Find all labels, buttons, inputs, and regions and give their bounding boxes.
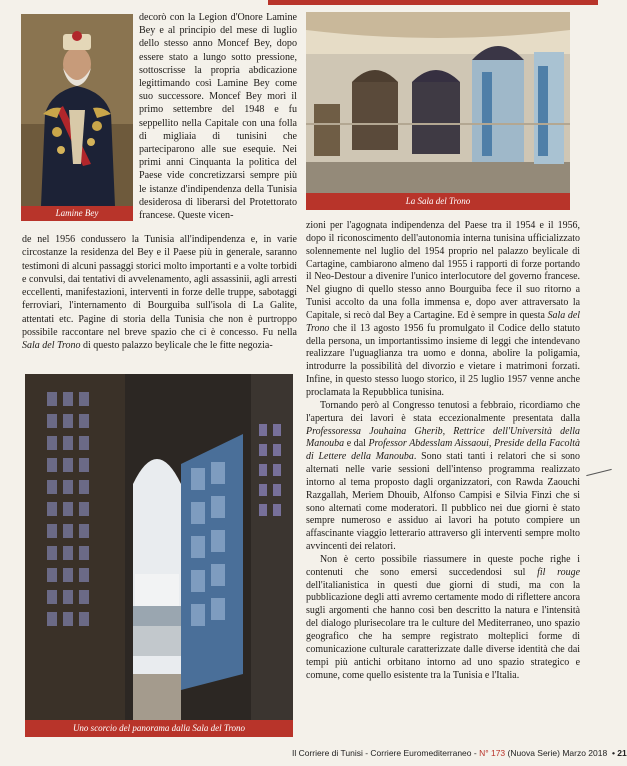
paragraph bbox=[306, 220, 580, 400]
paragraph-text: Non è certo possibile riassumere in queste poche righe i contenuti che sono emersi succedendosi sul bbox=[306, 553, 580, 578]
caption-scorcio-emphasis: Sala del Trono bbox=[192, 723, 246, 733]
paragraph-text: . Sono stati tanti i relatori che si sono alternati nelle varie sessioni dell'intenso programma realizzato intorno al tema proposto dagli organizzatori, con Rawda Zaouchi Razgallah, Meriem Dhouib, Alfonso Campisi e Silvia Finzi che si sono alternati come moderatori. Il pubblico nei due giorni è stato sempre numeroso e assiduo ai lavori ha potuto compiere un affascinante viaggio letterario attraverso gli interventi sempre molto avvincenti dei relatori. bbox=[306, 451, 580, 553]
paragraph-emphasis: Sala del Trono bbox=[22, 340, 81, 352]
footer-page-number: • 21 bbox=[611, 748, 627, 758]
pen-stroke-mark bbox=[586, 469, 611, 476]
paragraph-text: dell'italianistica in questi due giorni di studi, ma con la pubblicazione degli atti avremo certamente modo di riflettere ancora sugli argomenti che hanno così ben descritto la natura e l'intensità del dialogo plurisecolare tra le culture del Mediterraneo, uno spazio geografico che ha sempre registrato molteplici forme di comunicazione culturale caratterizzate dalle diverse identità che dai tempi più antichi orbitano intorno ad uno spazio strategico e comune, come quello esistente tra la Tunisia e l'Italia. bbox=[306, 579, 580, 681]
paragraph: decorò con la Legion d'Onore Lamine Bey e al principio del mese di luglio dello stesso anno Moncef Bey, dopo essere stato a lungo sotto pressione, sottoscrisse la propria abdicazione legittimando così Lamine Bey come suo successore. Moncef Bey morì il primo settembre del 1948 e fu seppellito nella Capitale con una folla di migliaia di tunisini che parteciparono alle sue esequie. Nei primi anni Cinquanta la politica del Paese vide concretizzarsi sempre più le istanze d'indipendenza della Tunisia desiderosa di liberarsi del Protettorato francese. Queste vicen- bbox=[139, 12, 297, 222]
caption-sala-trono bbox=[306, 193, 570, 210]
top-accent-bar bbox=[268, 0, 598, 5]
text-column-left-wide bbox=[22, 233, 297, 353]
paragraph-text: che il 13 agosto 1956 fu promulgato il Codice dello statuto della persona, un importantissimo insieme di leggi che intendevano realizzare l'uguaglianza tra uomo e donna, abolire la poligamia, introdurre la possibilità del divorzio e vietare i matrimoni forzati. Infine, in questo stesso luogo storico, il 25 luglio 1957 venne anche proclamata la Repubblica tunisina. bbox=[306, 322, 580, 398]
paragraph-emphasis: Professor Abdesslam Aissaoui, Preside della Facoltà di Lettere della Manouba bbox=[306, 438, 580, 463]
footer-issue: N° 173 bbox=[479, 748, 506, 758]
page-footer bbox=[292, 748, 627, 758]
paragraph-text: di questo palazzo beylicale che le fitte negozia- bbox=[80, 340, 273, 352]
caption-scorcio-text: Uno scorcio del panorama dalla bbox=[72, 723, 193, 733]
paragraph-text: Tornando però al Congresso tenutosi a febbraio, ricordiamo che l'apertura dei lavori è stata eccezionalmente presentata dalla bbox=[306, 399, 580, 424]
footer-magazine: Il Corriere di Tunisi - Corriere Euromediterraneo - bbox=[292, 748, 480, 758]
paragraph bbox=[306, 400, 580, 554]
caption-scorcio bbox=[25, 720, 293, 737]
paragraph-text: de nel 1956 condussero la Tunisia all'indipendenza e, in varie circostanze la residenza del Bey e il Paese più in generale, saranno testimoni di alcuni passaggi storici molto importanti e a volte torbidi e convulsi, dai tentativi di avvelenamento, agli assassinii, agli arresti eccellenti, manifestazioni, interventi in forze delle truppe, sabotaggi ferroviari, l'internamento di Bourguiba sull'isola di La Galite, attentati etc. Pagine di storia della Tunisia che non è purtroppo possibile raccontare nel breve spazio che ci è concesso. Fu nella bbox=[22, 234, 297, 339]
caption-lamine-bey bbox=[21, 206, 133, 221]
paragraph-text: e dal bbox=[344, 438, 369, 450]
paragraph-text: zioni per l'agognata indipendenza del Paese tra il 1954 e il 1956, dopo il riconoscimento dell'autonomia interna tunisina ufficializzato solennemente nel luglio del 1954 proprio nel palazzo beylicale di Cartagine, cambiarono almeno dal 1955 i rapporti di forze portando il Neo-Destour a divenire l'unico interlocutore del governo francese. Nel giugno di quello stesso anno Bourguiba fece il suo ritorno a Tunisi accolto da una folla immensa e, dopo aver attraversato la Capitale, si recò dal Bey a Cartagine. Ed è sempre in questa bbox=[306, 220, 580, 321]
lamine-bey-photo bbox=[21, 14, 133, 206]
footer-series: (Nuova Serie) Marzo 2018 bbox=[505, 748, 608, 758]
paragraph-emphasis: Sala del Trono bbox=[306, 309, 580, 334]
paragraph bbox=[22, 233, 297, 353]
caption-lamine-bey-text: Lamine Bey bbox=[55, 208, 99, 218]
paragraph bbox=[306, 554, 580, 682]
sala-trono-photo bbox=[306, 12, 570, 193]
paragraph-emphasis: Professoressa Jouhaina Gherib, Rettrice dell'Università della Manouba bbox=[306, 425, 580, 450]
caption-sala-trono-text: La Sala del Trono bbox=[405, 196, 471, 206]
text-column-right bbox=[306, 220, 580, 682]
text-column-left-top bbox=[139, 11, 297, 222]
paragraph-emphasis: fil rouge bbox=[537, 566, 580, 578]
window-view-photo bbox=[25, 374, 293, 720]
